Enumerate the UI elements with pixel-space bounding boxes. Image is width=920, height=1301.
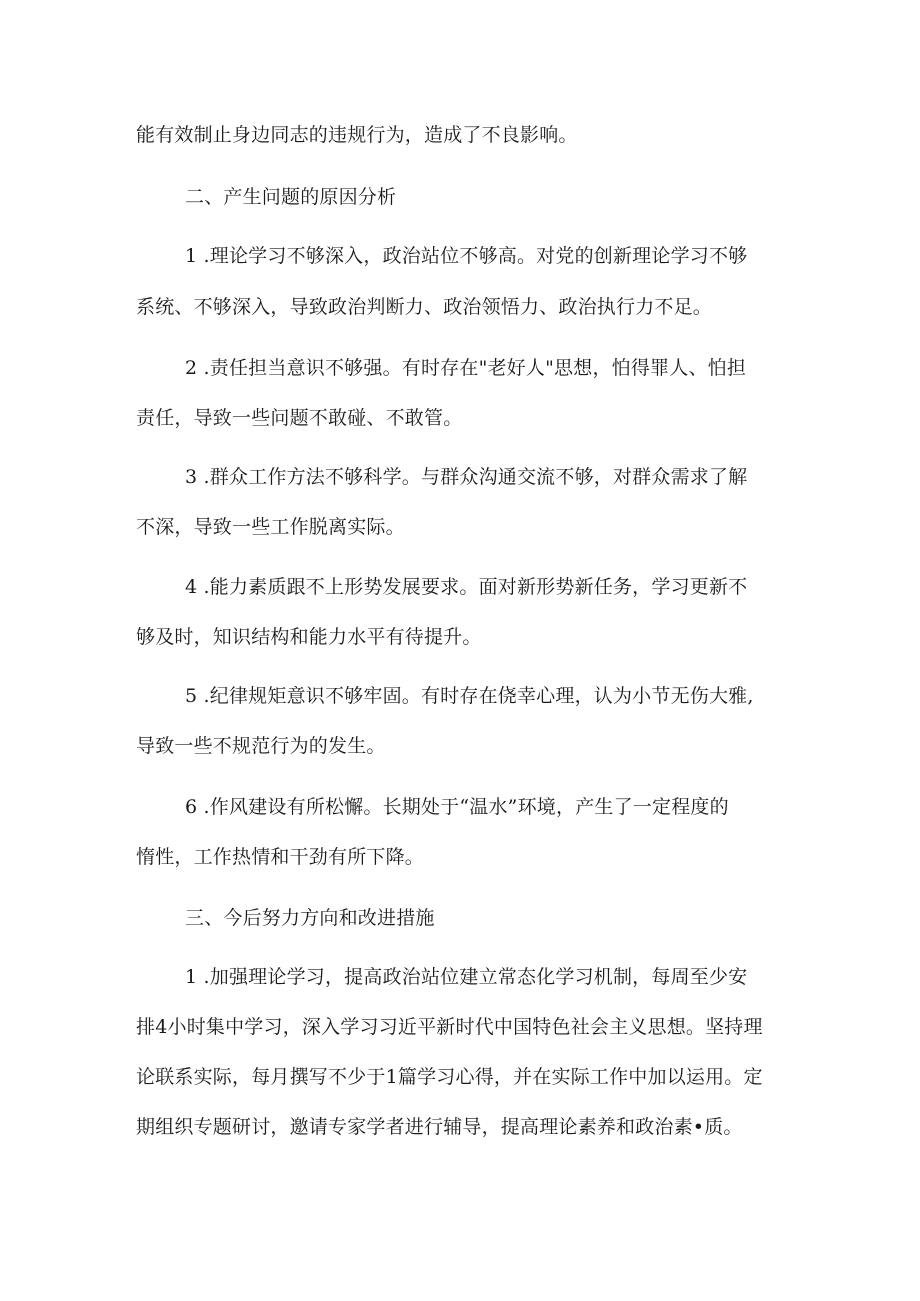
section-heading: 二、产生问题的原因分析 <box>185 186 397 208</box>
paragraph-line: 5 .纪律规矩意识不够牢固。有时存在侥幸心理，认为小节无伤大雅, <box>185 685 754 707</box>
paragraph-line: 论联系实际，每月撰写不少于1篇学习心得，并在实际工作中加以运用。定 <box>136 1066 763 1088</box>
paragraph-line: 1 .加强理论学习，提高政治站位建立常态化学习机制，每周至少安 <box>185 966 748 988</box>
paragraph-line: 惰性，工作热情和干劲有所下降。 <box>136 846 425 868</box>
paragraph-line: 导致一些不规范行为的发生。 <box>136 735 386 757</box>
paragraph-line: 责任，导致一些问题不敢碰、不敢管。 <box>136 407 463 429</box>
paragraph-line: 1 .理论学习不够深入，政治站位不够高。对党的创新理论学习不够 <box>185 245 748 267</box>
paragraph-line: 2 .责任担当意识不够强。有时存在"老好人"思想，怕得罪人、怕担 <box>185 357 747 379</box>
paragraph-line: 期组织专题研讨，邀请专家学者进行辅导，提高理论素养和政治素•质。 <box>136 1116 743 1138</box>
paragraph-line: 3 .群众工作方法不够科学。与群众沟通交流不够，对群众需求了解 <box>185 466 748 488</box>
paragraph-line: 4 .能力素质跟不上形势发展要求。面对新形势新任务，学习更新不 <box>185 576 748 598</box>
paragraph-line: 6 .作风建设有所松懈。长期处于“温水”环境，产生了一定程度的 <box>185 796 729 818</box>
paragraph-line: 排4小时集中学习，深入学习习近平新时代中国特色社会主义思想。坚持理 <box>136 1016 763 1038</box>
paragraph-line: 能有效制止身边同志的违规行为，造成了不良影响。 <box>136 124 578 146</box>
section-heading: 三、今后努力方向和改进措施 <box>185 907 435 929</box>
paragraph-line: 够及时，知识结构和能力水平有待提升。 <box>136 626 482 648</box>
paragraph-line: 系统、不够深入，导致政治判断力、政治领悟力、政治执行力不足。 <box>136 296 713 318</box>
paragraph-line: 不深，导致一些工作脱离实际。 <box>136 516 405 538</box>
